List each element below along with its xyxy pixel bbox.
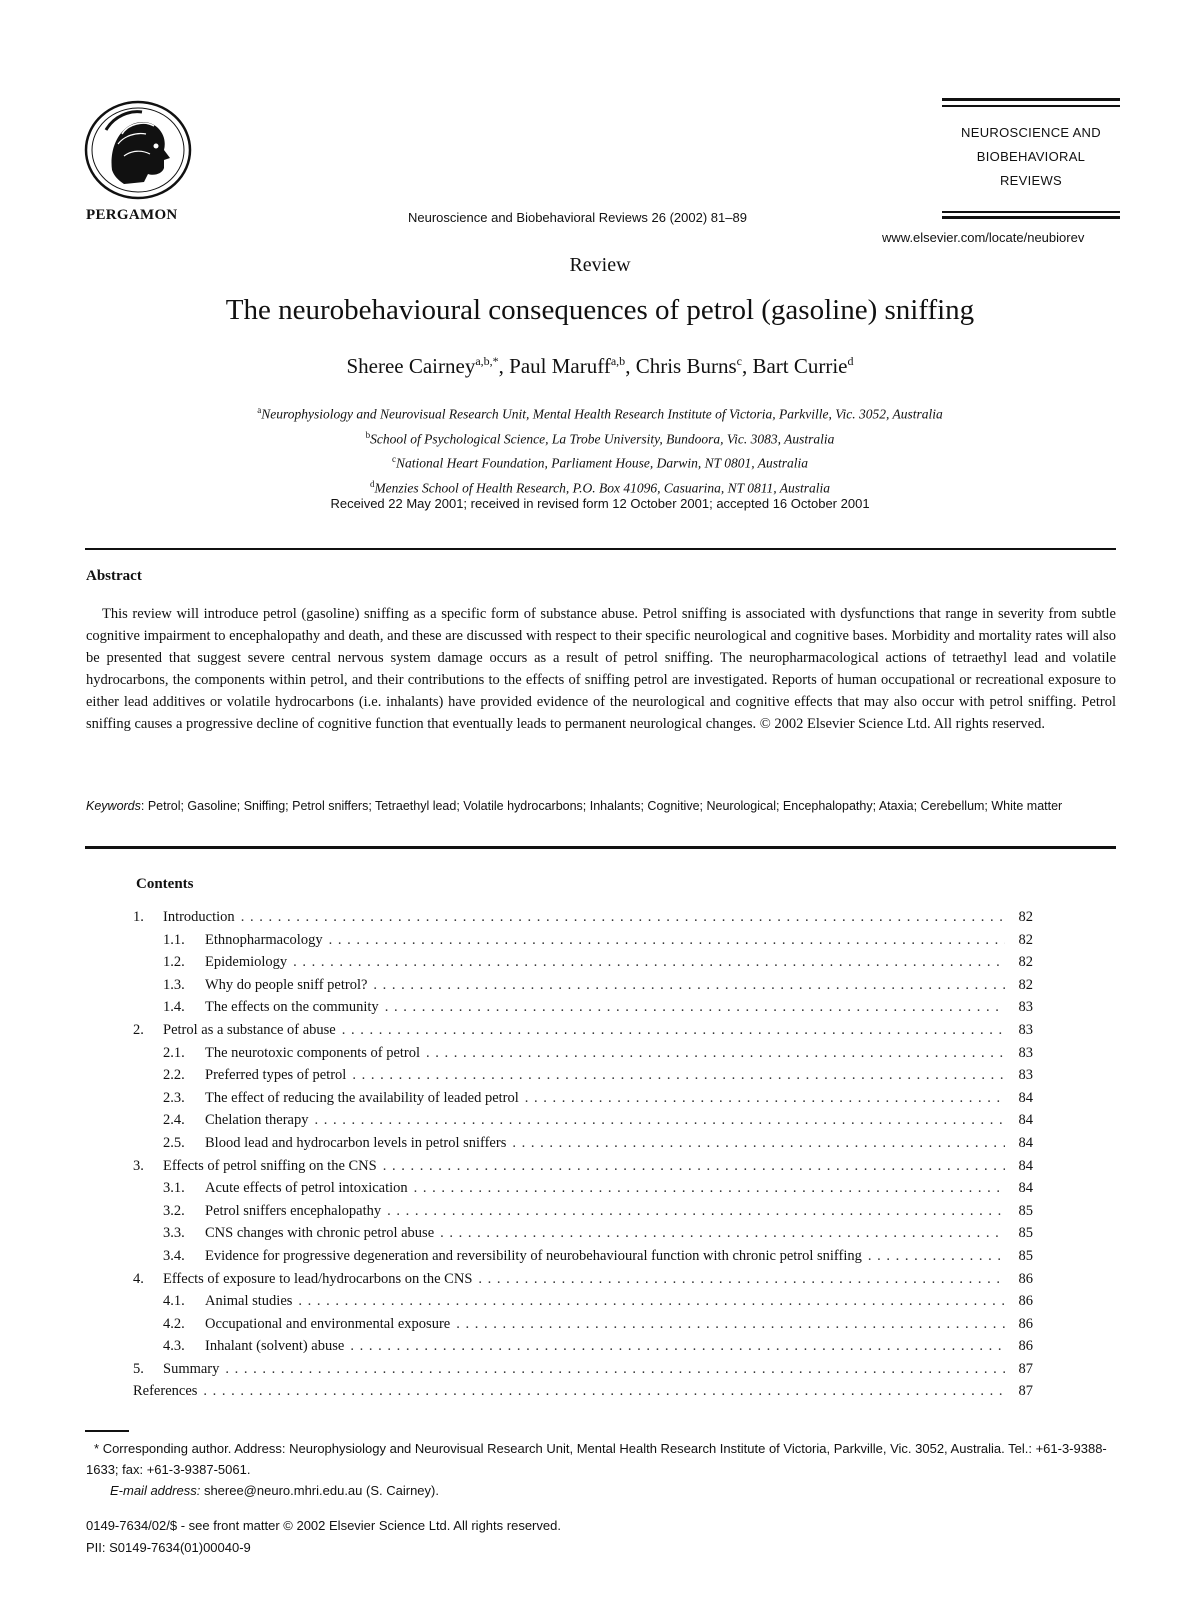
- toc-entry-title: The effect of reducing the availability of leaded petrol: [205, 1089, 519, 1106]
- email-footnote: [110, 1480, 1140, 1501]
- affiliation: [0, 474, 1200, 499]
- affiliation-mark: c: [391, 454, 396, 464]
- abstract-body: This review will introduce petrol (gasoline) sniffing as a specific form of substance abuse. Petrol sniffing is associated with dysfunctions that range in severity from subtle cognitive impairment to encephalopathy and death, and these are discussed with respect to their specific neurological and cognitive bases. Morbidity and mortality rates will also be presented that suggest severe central nervous system damage occurs as a result of petrol sniffing. The neuropharmacological actions of tetraethyl lead and volatile hydrocarbons, the components within petrol, and their contributions to the effects of sniffing petrol are investigated. Reports of human occupational or recreational exposure to either lead additives or volatile hydrocarbons (i.e. inhalants) have provided evidence of the neurological and cognitive effects that may also occur with petrol sniffing. Petrol sniffing causes a progressive decline of cognitive function that eventually leads to permanent neurological changes. © 2002 Elsevier Science Ltd. All rights reserved.: [86, 606, 1116, 732]
- contents-heading: Contents: [136, 876, 194, 892]
- toc-dot-leader: [241, 906, 1005, 929]
- toc-entry-title: The neurotoxic components of petrol: [205, 1044, 421, 1061]
- toc-entry[interactable]: [133, 996, 1033, 1019]
- journal-rule-top-2: [942, 105, 1120, 107]
- author-list: Sheree Cairney$^{a,b,*}$, Paul Maruff$^{a,b}$, Chris Burns$^c$, Bart Currie$^d$: [346, 354, 854, 378]
- toc-dot-leader: [298, 1290, 1005, 1313]
- header-separator: [85, 548, 1116, 550]
- table-of-contents: [133, 906, 1033, 1403]
- footnote-text: Corresponding author. Address: Neurophysiology and Neurovisual Research Unit, Mental Health Research Institute of Victoria, Parkville, Vic. 3052, Australia. Tel.: +61-3-9388-1633; fax: +61-3-9387-5061.: [86, 1441, 1107, 1477]
- abstract-heading: Abstract: [86, 568, 142, 584]
- toc-entry-number: 1.2.: [163, 954, 185, 971]
- footnote-mark: *: [94, 1441, 100, 1456]
- email-label: E-mail address:: [110, 1483, 201, 1498]
- toc-entry-page: 87: [1018, 1360, 1033, 1377]
- warrior-head-emblem-icon: [84, 100, 192, 200]
- author-name: Sheree Cairney: [346, 354, 476, 378]
- toc-entry[interactable]: [133, 1042, 1033, 1065]
- publisher-logo: [84, 100, 192, 223]
- toc-entry[interactable]: [133, 906, 1033, 929]
- toc-dot-leader: [868, 1245, 1005, 1268]
- toc-entry-page: 84: [1018, 1134, 1033, 1151]
- toc-entry-title: Epidemiology: [205, 954, 288, 971]
- toc-entry-number: 5.: [133, 1360, 144, 1377]
- abstract-separator: [85, 846, 1116, 849]
- toc-entry-title: References: [133, 1383, 198, 1400]
- toc-entry-title: Animal studies: [205, 1293, 293, 1310]
- toc-entry-page: 82: [1018, 931, 1033, 948]
- toc-entry-page: 85: [1018, 1202, 1033, 1219]
- toc-entry[interactable]: [133, 1222, 1033, 1245]
- journal-name-line: REVIEWS: [999, 173, 1063, 188]
- toc-entry-page: 83: [1018, 1021, 1033, 1038]
- toc-entry-title: Effects of petrol sniffing on the CNS: [163, 1157, 377, 1174]
- toc-entry-number: 3.2.: [163, 1202, 185, 1219]
- toc-entry-page: 84: [1018, 1089, 1033, 1106]
- toc-entry[interactable]: [133, 1019, 1033, 1042]
- author-name: Paul Maruff: [509, 354, 611, 378]
- toc-entry-number: 4.: [133, 1270, 144, 1287]
- toc-entry-number: 1.1.: [163, 931, 185, 948]
- keywords-label: Keywords: [86, 799, 141, 813]
- toc-entry-title: Effects of exposure to lead/hydrocarbons on the CNS: [163, 1270, 473, 1287]
- article-title: The neurobehavioural consequences of petrol (gasoline) sniffing: [225, 294, 975, 326]
- toc-entry-page: 82: [1018, 954, 1033, 971]
- toc-entry-number: 3.3.: [163, 1225, 185, 1242]
- journal-name-line: BIOBEHAVIORAL: [976, 149, 1086, 164]
- toc-entry-page: 85: [1018, 1247, 1033, 1264]
- toc-entry-number: 2.3.: [163, 1089, 185, 1106]
- affiliation-text: Menzies School of Health Research, P.O. Box 41096, Casuarina, NT 0811, Australia: [374, 480, 831, 495]
- affiliation-text: Neurophysiology and Neurovisual Research Unit, Mental Health Research Institute of Victoria, Parkville, Vic. 3052, Australia: [261, 406, 943, 422]
- toc-entry[interactable]: [133, 1290, 1033, 1313]
- toc-entry-page: 83: [1018, 1044, 1033, 1061]
- toc-entry-title: Preferred types of petrol: [205, 1067, 347, 1084]
- toc-dot-leader: [385, 996, 1005, 1019]
- toc-entry[interactable]: [133, 929, 1033, 952]
- affiliation-text: School of Psychological Science, La Trobe University, Bundoora, Vic. 3083, Australia: [370, 431, 835, 446]
- journal-name: [942, 121, 1120, 193]
- author-affiliation-mark: a,b,*: [475, 354, 499, 368]
- toc-entry[interactable]: [133, 1335, 1033, 1358]
- toc-dot-leader: [440, 1222, 1005, 1245]
- toc-entry[interactable]: [133, 1200, 1033, 1223]
- toc-entry[interactable]: [133, 1380, 1033, 1403]
- toc-dot-leader: [387, 1200, 1005, 1223]
- toc-entry-number: 4.1.: [163, 1293, 185, 1310]
- toc-entry-number: 2.: [133, 1021, 144, 1038]
- toc-entry-title: Inhalant (solvent) abuse: [205, 1338, 345, 1355]
- toc-entry-page: 84: [1018, 1112, 1033, 1129]
- toc-dot-leader: [373, 974, 1005, 997]
- toc-entry-title: The effects on the community: [205, 999, 379, 1016]
- toc-dot-leader: [293, 951, 1005, 974]
- toc-entry-title: Why do people sniff petrol?: [205, 976, 368, 993]
- toc-dot-leader: [383, 1155, 1005, 1178]
- toc-entry-number: 1.4.: [163, 999, 185, 1016]
- toc-entry-number: 2.1.: [163, 1044, 185, 1061]
- publisher-name: PERGAMON: [86, 207, 178, 223]
- toc-entry-number: 1.3.: [163, 976, 185, 993]
- toc-dot-leader: [342, 1019, 1005, 1042]
- toc-entry[interactable]: [133, 974, 1033, 997]
- issn-line: 0149-7634/02/$ - see front matter © 2002 Elsevier Science Ltd. All rights reserved.: [86, 1518, 561, 1533]
- toc-dot-leader: [329, 929, 1005, 952]
- toc-entry-number: 4.3.: [163, 1338, 185, 1355]
- toc-dot-leader: [203, 1380, 1005, 1403]
- toc-entry[interactable]: [133, 1064, 1033, 1087]
- toc-entry[interactable]: [133, 1358, 1033, 1381]
- corresponding-author-footnote: [86, 1438, 1116, 1480]
- toc-entry-page: 86: [1018, 1293, 1033, 1310]
- toc-entry-page: 84: [1018, 1180, 1033, 1197]
- toc-entry-number: 2.5.: [163, 1134, 185, 1151]
- toc-entry-number: 1.: [133, 909, 144, 925]
- toc-entry-title: Ethnopharmacology: [205, 931, 323, 948]
- email-address[interactable]: sheree@neuro.mhri.edu.au (S. Cairney).: [203, 1483, 439, 1498]
- toc-entry-page: 82: [1018, 976, 1033, 993]
- toc-entry-number: 3.4.: [163, 1247, 185, 1264]
- toc-entry-title: Chelation therapy: [205, 1112, 309, 1129]
- affiliation-mark: d: [369, 478, 375, 489]
- affiliation: [0, 425, 1200, 450]
- toc-entry-number: 2.4.: [163, 1112, 185, 1129]
- journal-citation: Neuroscience and Biobehavioral Reviews 26 (2002) 81–89: [408, 210, 747, 225]
- affiliation-list: [0, 400, 1200, 498]
- toc-entry-number: 2.2.: [163, 1067, 185, 1084]
- toc-entry-title: Occupational and environmental exposure: [205, 1315, 451, 1332]
- affiliation: [0, 400, 1200, 425]
- toc-entry-page: 86: [1018, 1270, 1033, 1287]
- journal-rule-bottom-2: [942, 216, 1120, 219]
- toc-entry-title: Blood lead and hydrocarbon levels in petrol sniffers: [205, 1134, 507, 1151]
- toc-entry[interactable]: [133, 1132, 1033, 1155]
- journal-name-line: NEUROSCIENCE AND: [961, 125, 1101, 140]
- toc-entry[interactable]: [133, 1268, 1033, 1291]
- toc-dot-leader: [414, 1177, 1005, 1200]
- journal-url[interactable]: www.elsevier.com/locate/neubiorev: [882, 230, 1085, 245]
- pii-line: PII: S0149-7634(01)00040-9: [86, 1540, 251, 1555]
- toc-entry-page: 82: [1018, 909, 1033, 925]
- keywords-list: : Petrol; Gasoline; Sniffing; Petrol sniffers; Tetraethyl lead; Volatile hydrocarbons; Inhalants; Cognitive; Neurological; Encephalopathy; Ataxia; Cerebellum; White matter: [140, 799, 1063, 813]
- toc-dot-leader: [525, 1087, 1005, 1110]
- journal-rule-bottom-1: [942, 211, 1120, 213]
- toc-dot-leader: [352, 1064, 1005, 1087]
- toc-dot-leader: [456, 1313, 1005, 1336]
- toc-entry-number: 4.2.: [163, 1315, 185, 1332]
- toc-dot-leader: [225, 1358, 1005, 1381]
- toc-entry-page: 83: [1018, 1067, 1033, 1084]
- toc-entry[interactable]: [133, 1155, 1033, 1178]
- article-type: Review: [569, 254, 631, 276]
- toc-entry-title: Summary: [163, 1360, 220, 1377]
- toc-dot-leader: [478, 1268, 1005, 1291]
- keywords: [86, 796, 1116, 816]
- toc-dot-leader: [314, 1109, 1005, 1132]
- toc-dot-leader: [350, 1335, 1005, 1358]
- toc-dot-leader: [426, 1042, 1005, 1065]
- affiliation-mark: a: [257, 405, 262, 415]
- toc-entry-title: Introduction: [163, 909, 235, 925]
- author-affiliation-mark: a,b: [610, 354, 626, 368]
- affiliation: [0, 449, 1200, 474]
- toc-entry-number: 3.: [133, 1157, 144, 1174]
- toc-entry-page: 86: [1018, 1338, 1033, 1355]
- toc-entry-page: 84: [1018, 1157, 1033, 1174]
- toc-entry[interactable]: [133, 1245, 1033, 1268]
- toc-entry-number: 3.1.: [163, 1180, 185, 1197]
- toc-entry-title: Petrol sniffers encephalopathy: [205, 1202, 382, 1219]
- author-affiliation-mark: c: [736, 354, 742, 368]
- toc-entry[interactable]: [133, 1109, 1033, 1132]
- author-name: Chris Burns: [635, 354, 737, 378]
- toc-entry[interactable]: [133, 951, 1033, 974]
- toc-entry[interactable]: [133, 1313, 1033, 1336]
- author-affiliation-mark: d: [847, 354, 854, 368]
- journal-rule-top-1: [942, 98, 1120, 101]
- toc-dot-leader: [512, 1132, 1005, 1155]
- toc-entry-page: 86: [1018, 1315, 1033, 1332]
- received-dates: Received 22 May 2001; received in revised form 12 October 2001; accepted 16 October 2001: [330, 496, 870, 511]
- toc-entry-title: Evidence for progressive degeneration and reversibility of neurobehavioural function with chronic petrol sniffing: [205, 1247, 862, 1264]
- affiliation-mark: b: [365, 429, 371, 440]
- toc-entry[interactable]: [133, 1177, 1033, 1200]
- toc-entry[interactable]: [133, 1087, 1033, 1110]
- toc-entry-page: 85: [1018, 1225, 1033, 1242]
- toc-entry-title: CNS changes with chronic petrol abuse: [205, 1225, 435, 1242]
- toc-entry-page: 83: [1018, 999, 1033, 1016]
- toc-entry-title: Petrol as a substance of abuse: [163, 1021, 336, 1038]
- author-name: Bart Currie: [752, 354, 848, 378]
- toc-entry-title: Acute effects of petrol intoxication: [205, 1180, 408, 1197]
- affiliation-text: National Heart Foundation, Parliament House, Darwin, NT 0801, Australia: [395, 455, 809, 471]
- toc-entry-page: 87: [1018, 1383, 1033, 1400]
- footnote-separator: [85, 1430, 129, 1432]
